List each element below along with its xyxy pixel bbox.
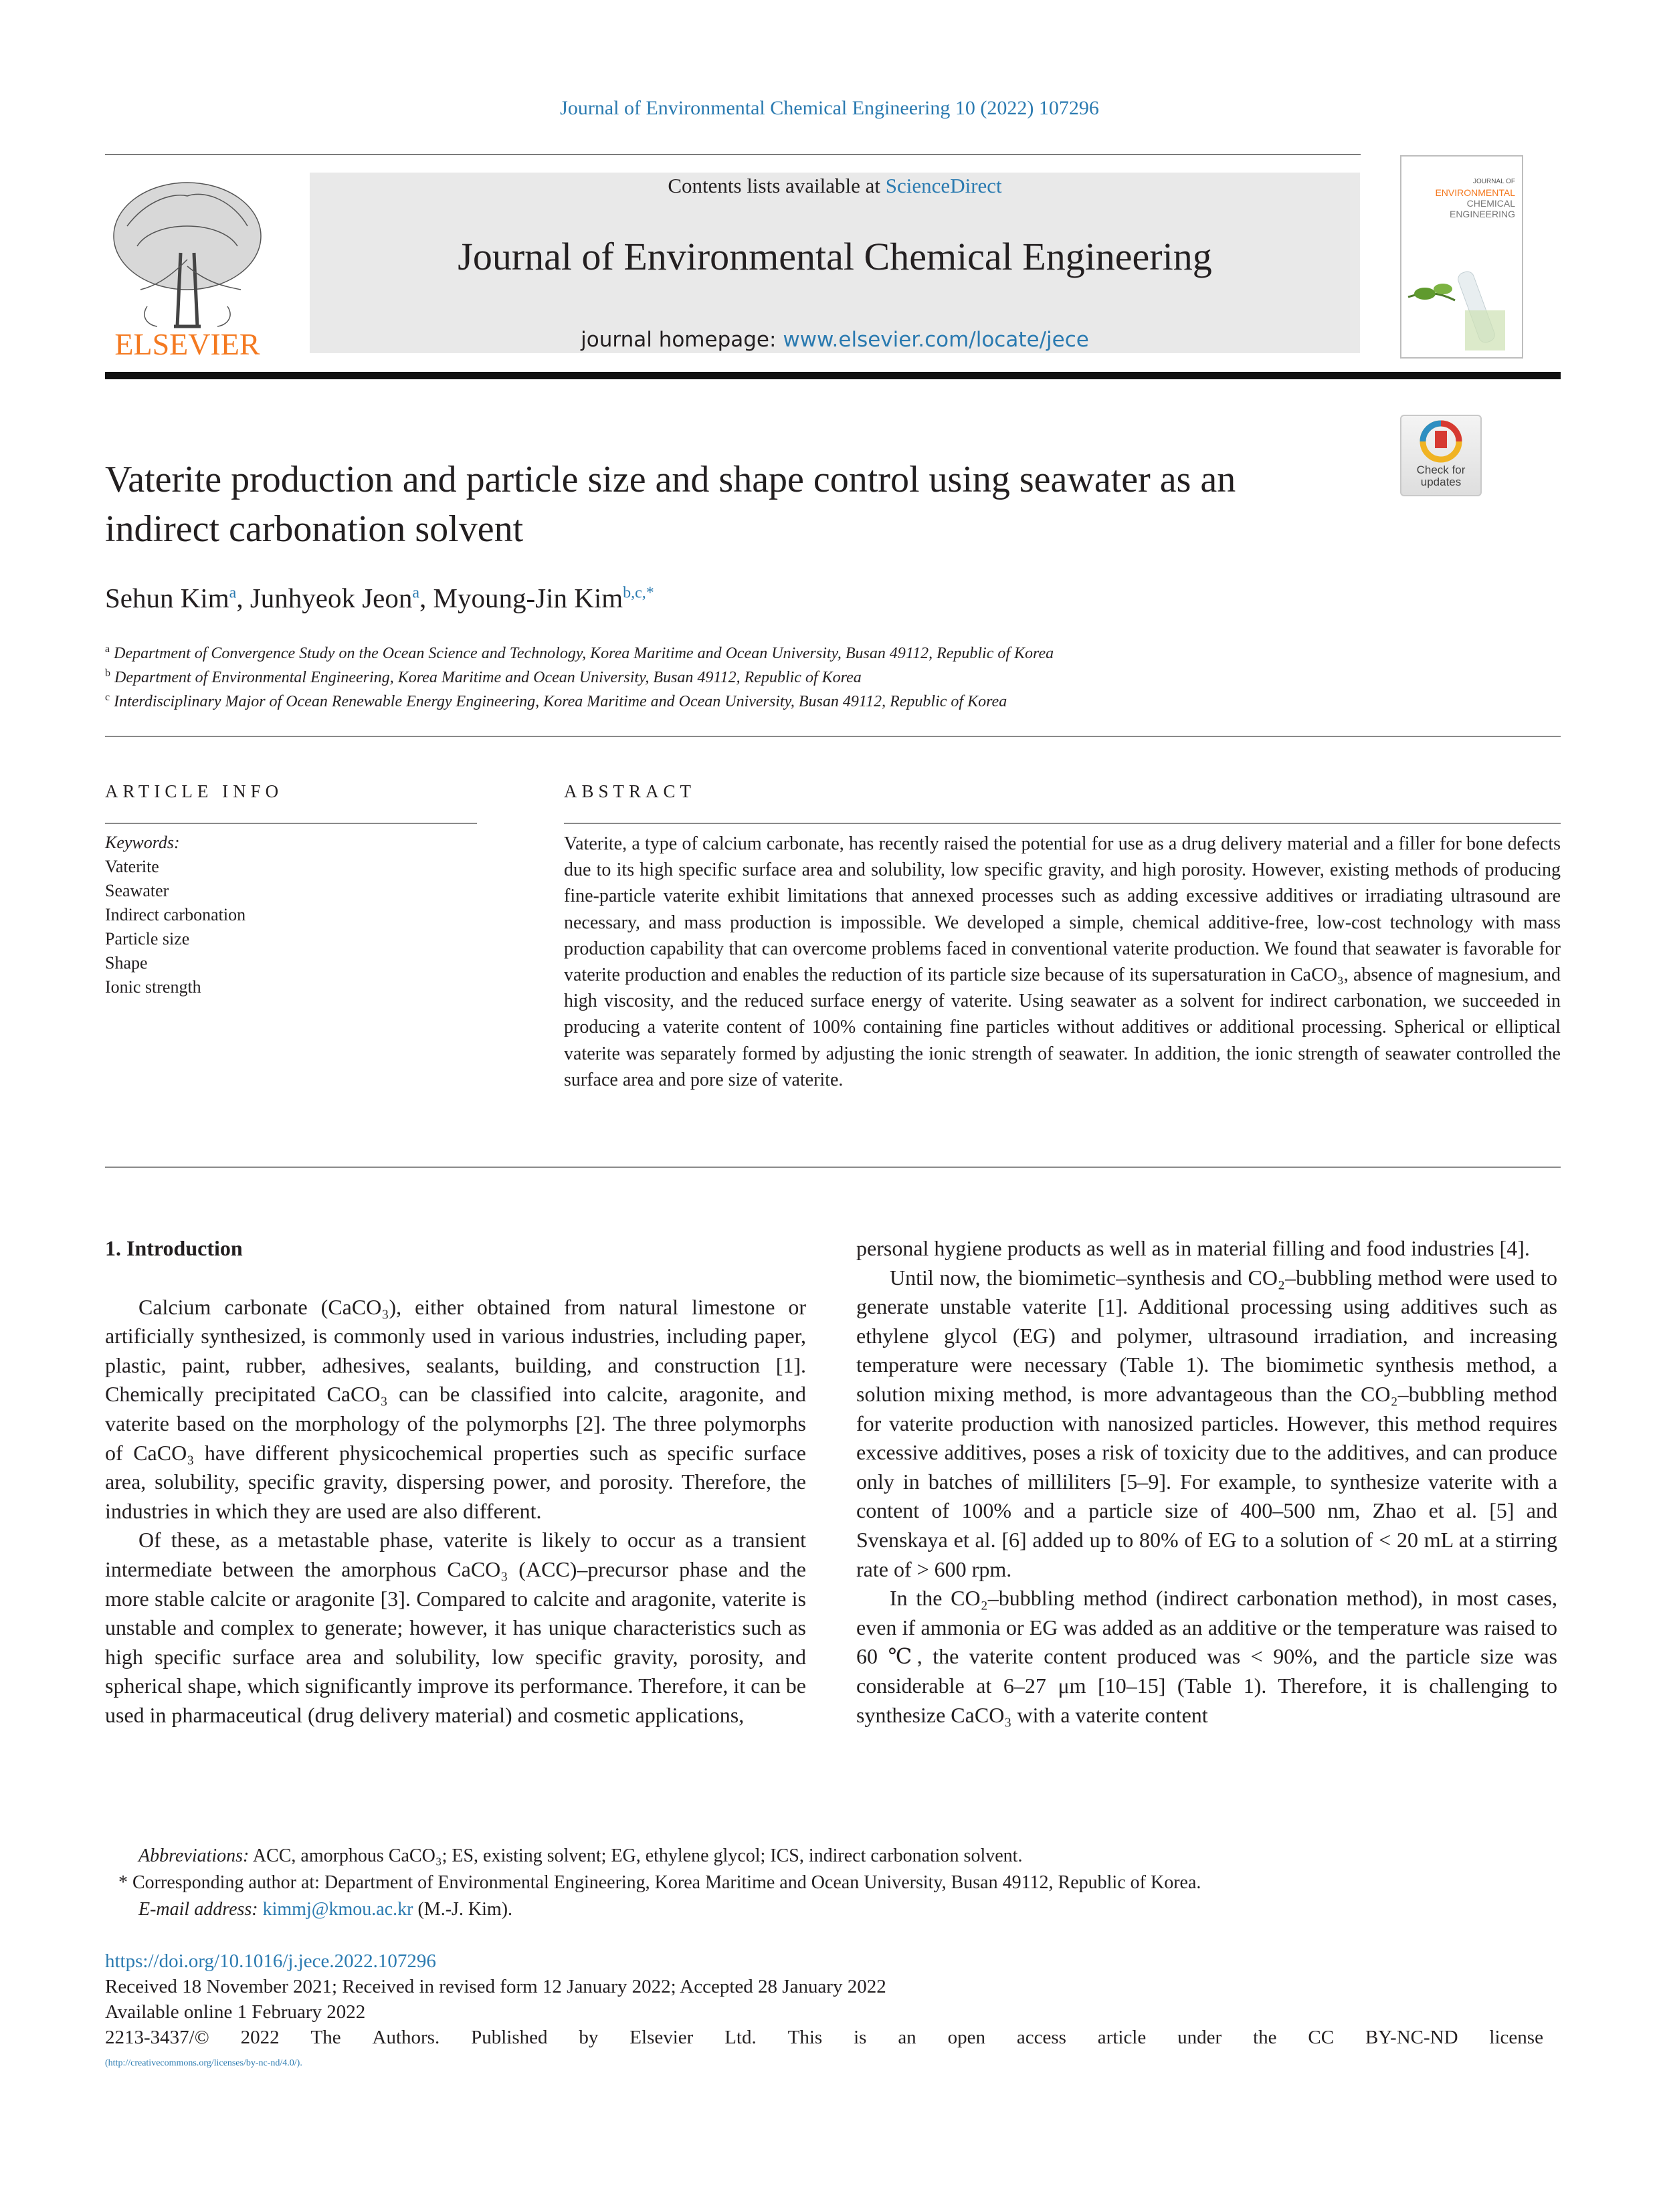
license-statement: 2213-3437/© 2022 The Authors. Published by Elsevier Ltd. This is an open access article under the CC BY-NC-ND license bbox=[105, 2027, 1543, 2048]
masthead-rule bbox=[105, 372, 1561, 379]
doi-link[interactable]: https://doi.org/10.1016/j.jece.2022.107296 bbox=[105, 1950, 436, 1972]
divider bbox=[105, 1167, 1561, 1168]
homepage-line: journal homepage: www.elsevier.com/locate/jece bbox=[581, 328, 1089, 352]
check-for-updates-badge[interactable]: Check for updates bbox=[1400, 415, 1482, 496]
body-paragraph: Until now, the biomimetic–synthesis and CO₂–bubbling method were used to generate unstable vaterite [1]. Additional processing using additives such as ethylene glycol (EG) and polymer, ultrasound irradiation, and increasing temperature were necessary (Table 1). The biomimetic synthesis method, a solution mixing method, is more advantageous than the CO₂–bubbling method for vaterite production with nanosized particles. However, this method requires excessive additives, poses a risk of toxicity due to the additives, and can produce only in batches of milliliters [5–9]. For example, to synthesize vaterite with a content of 100% and a particle size of 400–500 nm, Zhao et al. [5] and Svenskaya et al. [6] added up to 80% of EG to a solution of < 20 mL at a stirring rate of > 600 rpm. bbox=[856, 1265, 1557, 1581]
keyword: Ionic strength bbox=[105, 977, 201, 997]
author-list: Sehun Kim$^a$, Junhyeok Jeon$^a$, Myoung-Jin Kim$^{b,c,*}$ bbox=[105, 583, 654, 613]
cover-plant-icon bbox=[1401, 157, 1522, 357]
journal-cover-thumbnail[interactable] bbox=[1400, 155, 1523, 359]
email-footnote: E-mail address: kimmj@kmou.ac.kr (M.-J. Kim). bbox=[138, 1899, 513, 1920]
section-heading: 1. Introduction bbox=[105, 1236, 243, 1260]
license-link[interactable]: (http://creativecommons.org/licenses/by-nc-nd/4.0/). bbox=[105, 2058, 302, 2068]
abstract-text: Vaterite, a type of calcium carbonate, has recently raised the potential for use as a drug delivery material and a filler for bone defects due to its high specific surface area and solubility, low specific gravity, and high porosity. However, existing methods of producing fine-particle vaterite exhibit limitations that annexed processes such as adding excessive additives or irradiating ultrasound are necessary, and mass production is impossible. We developed a simple, chemical additive-free, low-cost technology with mass production capability that can overcome problems faced in conventional vaterite production. We found that seawater is favorable for vaterite production and enables the reduction of its particle size because of its supersaturation in CaCO₃, absence of magnesium, and high viscosity, and the reduced surface energy of vaterite. Using seawater as a solvent for indirect carbonation, we succeeded in producing a vaterite content of 100% containing fine particles without additives or additional processing. Spherical or elliptical vaterite was separately formed by adjusting the ionic strength of seawater. In addition, the ionic strength of seawater controlled the surface area and pore size of vaterite. bbox=[564, 833, 1561, 1090]
author-affiliation-marker[interactable]: a bbox=[412, 584, 420, 602]
body-paragraph: Calcium carbonate (CaCO₃), either obtained from natural limestone or artificially synthesized, is commonly used in various industries, including paper, plastic, paint, rubber, adhesives, sealants, building, and construction [1]. Chemically precipitated CaCO₃ can be classified into calcite, aragonite, and vaterite based on the morphology of the polymorphs [2]. The three polymorphs of CaCO₃ have different physicochemical properties such as specific surface area, solubility, specific gravity, dispersing power, and porosity. Therefore, the industries in which they are used are also different. bbox=[105, 1294, 806, 1523]
corresponding-author-footnote: * Corresponding author at: Department of Environmental Engineering, Korea Maritime and Ocean University, Busan 49112, Republic of Korea. bbox=[118, 1872, 1201, 1893]
homepage-link[interactable]: www.elsevier.com/locate/jece bbox=[783, 328, 1089, 352]
affiliation: $^c$ Interdisciplinary Major of Ocean Renewable Energy Engineering, Korea Maritime and Ocean University, Busan 49112, Republic of Korea bbox=[105, 692, 1007, 710]
footnotes bbox=[105, 1843, 1561, 1923]
author-name[interactable]: Myoung-Jin Kim bbox=[433, 583, 623, 613]
email-link[interactable]: kimmj@kmou.ac.kr bbox=[262, 1899, 413, 1920]
elsevier-wordmark: ELSEVIER bbox=[114, 327, 260, 361]
keyword: Vaterite bbox=[105, 857, 159, 876]
elsevier-tree-icon bbox=[100, 173, 274, 363]
body-paragraph: Of these, as a metastable phase, vaterite is likely to occur as a transient intermediate between the amorphous CaCO₃ (ACC)–precursor phase and the more stable calcite or aragonite [3]. Compared to calcite and aragonite, vaterite is unstable and complex to generate; however, it has unique characteristics such as high specific surface area and solubility, low specific gravity, porosity, and spherical shape, which significantly improve its performance. Therefore, it can be used in pharmaceutical (drug delivery material) and cosmetic applications, bbox=[105, 1528, 806, 1727]
author-name[interactable]: Sehun Kim bbox=[105, 583, 229, 613]
article-info-heading: ARTICLE INFO bbox=[105, 781, 284, 801]
affiliation: $^b$ Department of Environmental Engineering, Korea Maritime and Ocean University, Busan 49112, Republic of Korea bbox=[105, 668, 862, 686]
article-title: Vaterite production and particle size and shape control using seawater as an indirect carbonation solvent bbox=[105, 459, 1236, 550]
journal-reference-link[interactable]: Journal of Environmental Chemical Engineering 10 (2022) 107296 bbox=[560, 97, 1099, 119]
body-paragraph: In the CO₂–bubbling method (indirect carbonation method), in most cases, even if ammonia or EG was added as an additive or the temperature was raised to 60 ℃, the vaterite content produced was < 90%, and the particle size was considerable at 6–27 μm [10–15] (Table 1). Therefore, it is challenging to synthesize CaCO₃ with a vaterite content bbox=[856, 1586, 1557, 1727]
abbreviations-footnote: Abbreviations: ACC, amorphous CaCO₃; ES, existing solvent; EG, ethylene glycol; ICS, indirect carbonation solvent. bbox=[138, 1845, 1023, 1866]
divider bbox=[105, 736, 1561, 737]
keywords-label: Keywords: bbox=[105, 833, 180, 852]
divider bbox=[564, 823, 1561, 824]
top-divider bbox=[105, 154, 1361, 155]
front-matter bbox=[105, 1948, 1561, 2077]
sciencedirect-link[interactable]: ScienceDirect bbox=[885, 174, 1002, 197]
received-dates: Received 18 November 2021; Received in revised form 12 January 2022; Accepted 28 January 2022 bbox=[105, 1976, 886, 1997]
keyword: Seawater bbox=[105, 881, 169, 900]
body-column-right bbox=[856, 1234, 1557, 1730]
available-online: Available online 1 February 2022 bbox=[105, 2001, 366, 2023]
author-affiliation-marker[interactable]: a bbox=[229, 584, 237, 602]
author-affiliation-marker[interactable]: b,c,* bbox=[623, 584, 654, 602]
divider bbox=[105, 823, 477, 824]
body-column-left bbox=[105, 1234, 806, 1730]
cover-title: JOURNAL OF ENVIRONMENTAL CHEMICAL ENGINEERING bbox=[1435, 178, 1515, 219]
contents-line: Contents lists available at ScienceDirect bbox=[668, 174, 1002, 197]
journal-masthead bbox=[310, 173, 1360, 353]
abstract-heading: ABSTRACT bbox=[564, 781, 696, 801]
body-paragraph: personal hygiene products as well as in material filling and food industries [4]. bbox=[856, 1236, 1530, 1260]
elsevier-logo bbox=[100, 173, 274, 363]
keywords-list bbox=[105, 831, 246, 999]
keyword: Indirect carbonation bbox=[105, 905, 246, 924]
author-name[interactable]: Junhyeok Jeon bbox=[250, 583, 413, 613]
affiliation: $^a$ Department of Convergence Study on the Ocean Science and Technology, Korea Maritime and Ocean University, Busan 49112, Republic of Korea bbox=[105, 643, 1054, 662]
keyword: Shape bbox=[105, 953, 148, 973]
journal-title: Journal of Environmental Chemical Engineering bbox=[458, 235, 1212, 278]
keyword: Particle size bbox=[105, 929, 190, 948]
crossmark-icon bbox=[1401, 416, 1480, 466]
